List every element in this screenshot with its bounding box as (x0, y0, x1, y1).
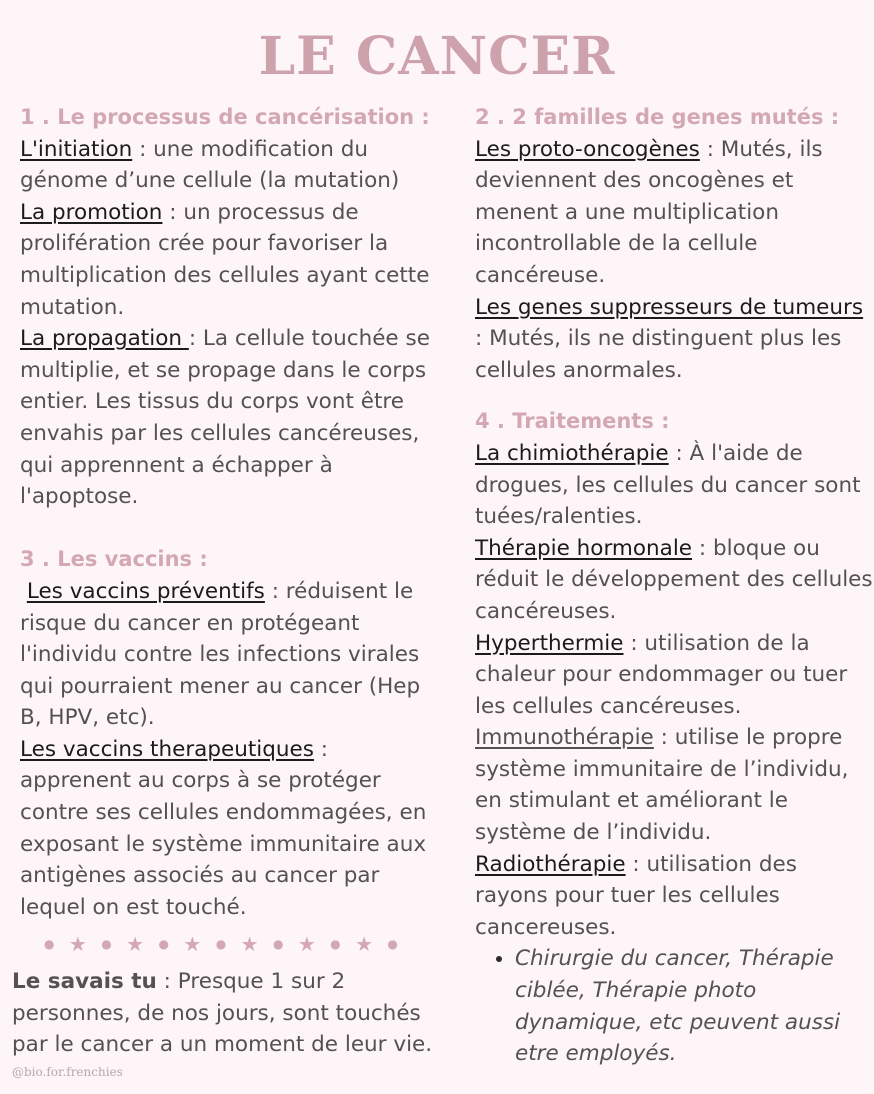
definition-initiation (20, 134, 440, 197)
definition-propagation (20, 323, 440, 513)
star-icon: ★ (297, 932, 316, 956)
author-credit: @bio.for.frenchies (12, 1065, 123, 1079)
section-title-treatments: 4 . Traitements : (475, 409, 670, 434)
definition-text: : utilisation de la chaleur pour endommager ou tuer les cellules cancéreuses. (475, 630, 848, 719)
star-icon: ★ (355, 932, 373, 956)
definition-immunotherapy (475, 722, 873, 848)
dot-icon: ● (272, 937, 284, 951)
definition-text: : apprenent au corps à se protéger contre ses cellules endommagées, en exposant le système immunitaire aux antigènes associés au cancer par lequel on est touché. (20, 736, 427, 920)
definition-therapeutic-vaccines (20, 734, 440, 924)
term-proto-oncogenes: Les proto-oncogènes (475, 136, 700, 162)
section-title-vaccines: 3 . Les vaccins : (20, 547, 208, 572)
star-divider (44, 930, 398, 958)
term-preventive-vaccines: Les vaccins préventifs (26, 578, 265, 604)
star-icon: ★ (126, 932, 145, 956)
definition-text: : bloque ou réduit le développement des cellules cancéreuses. (475, 535, 873, 624)
dot-icon: ● (158, 937, 169, 951)
definition-text: : réduisent le risque du cancer en protégeant l'individu contre les infections virales qui pourraient mener au cancer (Hep B, HPV, etc). (20, 578, 421, 731)
term-therapeutic-vaccines: Les vaccins therapeutiques (20, 736, 314, 762)
definition-text: : Mutés, ils deviennent des oncogènes et menent a une multiplication incontrollable de la cellule cancéreuse. (475, 136, 823, 288)
left-column (20, 102, 440, 923)
definition-text: : Mutés, ils ne distinguent plus les cellules anormales. (475, 326, 842, 383)
spacer (475, 386, 873, 406)
term-chemotherapy: La chimiothérapie (475, 440, 669, 466)
dot-icon: ● (330, 937, 341, 951)
other-treatments-list (475, 943, 873, 1069)
star-icon: ★ (183, 932, 202, 956)
definition-text: : La cellule touchée se multiplie, et se propage dans le corps entier. Les tissus du corps vont être envahis par les cellules cancéreuses, qui apprennent a échapper à l'apoptose. (20, 326, 430, 510)
dot-icon: ● (101, 937, 112, 951)
star-icon: ★ (240, 932, 259, 956)
definition-text: : utilisation des rayons pour tuer les cellules cancereuses. (475, 851, 797, 940)
page-title: LE CANCER (258, 26, 616, 87)
star-icon: ★ (68, 932, 87, 956)
spacer (20, 513, 440, 545)
section-title-genes: 2 . 2 familles de genes mutés : (475, 105, 840, 129)
fun-fact-text: : Presque 1 sur 2 personnes, de nos jours, sont touchés par le cancer a un moment de leur vie. (12, 969, 433, 1058)
term-promotion: La promotion (20, 199, 163, 225)
definition-hyperthermia (475, 628, 873, 723)
list-item: • Chirurgie du cancer, Thérapie ciblée, Thérapie photo dynamique, etc peuvent aussi etre employés. (515, 943, 873, 1069)
definition-proto-oncogenes (475, 134, 873, 292)
definition-text: : utilise le propre système immunitaire de l’individu, en stimulant et améliorant le système de l’individu. (475, 725, 849, 846)
term-hormone-therapy: Thérapie hormonale (475, 535, 693, 561)
term-propagation: La propagation (20, 326, 189, 352)
definition-tumor-suppressors (475, 292, 873, 387)
dot-icon: ● (44, 937, 55, 951)
right-column (475, 102, 873, 1070)
term-radiotherapy: Radiothérapie (475, 851, 626, 877)
fun-fact (12, 966, 452, 1061)
definition-promotion (20, 197, 440, 323)
definition-radiotherapy (475, 849, 873, 944)
term-tumor-suppressors: Les genes suppresseurs de tumeurs (475, 294, 864, 320)
term-initiation: L'initiation (20, 136, 133, 162)
dot-icon: ● (215, 937, 227, 951)
definition-chemotherapy (475, 438, 873, 533)
definition-text: : À l'aide de drogues, les cellules du cancer sont tuées/ralenties. (475, 440, 861, 530)
definition-text: : une modification du génome d’une cellule (la mutation) (20, 136, 400, 194)
dot-icon: ● (387, 937, 398, 951)
term-immunotherapy: Immunothérapie (475, 725, 654, 751)
section-title-process: 1 . Le processus de cancérisation : (20, 105, 430, 129)
term-hyperthermia: Hyperthermie (475, 630, 624, 656)
definition-hormone-therapy (475, 533, 873, 628)
definition-text: : un processus de prolifération crée pour favoriser la multiplication des cellules ayant cette mutation. (20, 199, 430, 320)
definition-preventive-vaccines (20, 576, 440, 734)
fun-fact-lead: Le savais tu (12, 969, 157, 994)
